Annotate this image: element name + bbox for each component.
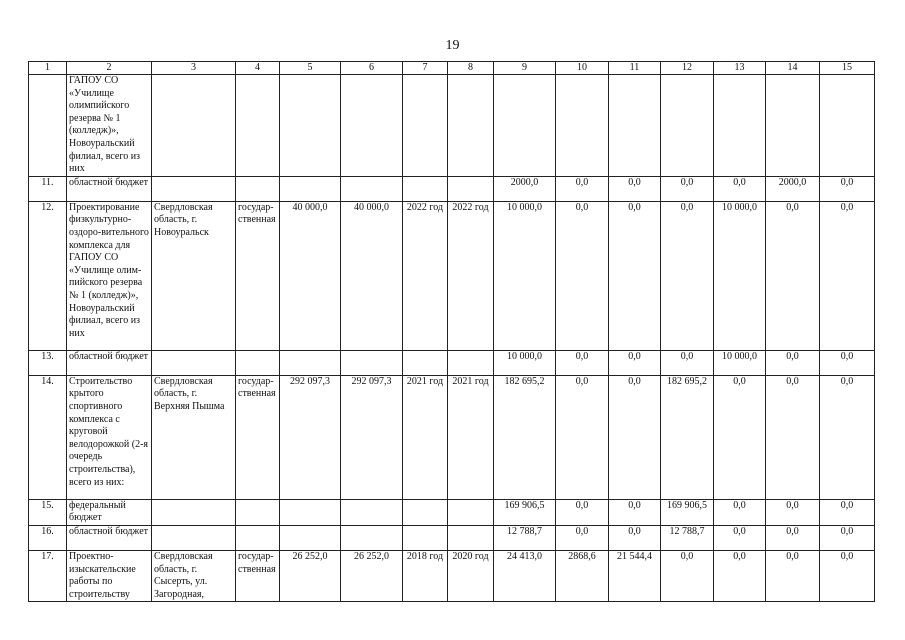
funding-2023-cell: 0,0 [820,375,875,499]
funding-2020-cell [661,75,714,177]
location-cell [152,350,236,375]
funding-2022-cell: 0,0 [766,525,820,550]
cost-remaining-cell [341,176,403,201]
funding-2021-cell: 10 000,0 [714,350,766,375]
funding-2023-cell: 0,0 [820,201,875,350]
column-header: 15 [820,62,875,75]
column-header: 11 [609,62,661,75]
start-year-cell: 2018 год [403,550,448,601]
table-row [29,350,875,375]
start-year-cell [403,499,448,525]
item-name-cell: Строительство крытого спортивного комплекса с круговой велодорожкой (2-я очередь строительства), всего из них: [67,375,152,499]
column-header: 4 [236,62,280,75]
funding-2021-cell: 0,0 [714,499,766,525]
funding-2020-cell: 0,0 [661,550,714,601]
column-header: 1 [29,62,67,75]
end-year-cell [448,350,494,375]
location-cell: Свердловская область, г. Верхняя Пышма [152,375,236,499]
item-name-cell: Проектирование физкультурно-оздоро-вительного комплекса для ГАПОУ СО «Училище олим-пийского резерва № 1 (колледж)», Новоуральский филиал, всего из них [67,201,152,350]
ownership-cell: государ-ственная [236,550,280,601]
funding-2021-cell [714,75,766,177]
funding-2018-cell: 0,0 [556,525,609,550]
column-header: 14 [766,62,820,75]
cost-total-cell [280,176,341,201]
cost-remaining-cell: 40 000,0 [341,201,403,350]
funding-2021-cell: 0,0 [714,375,766,499]
item-name-cell: ГАПОУ СО «Училище олимпийского резерва № 1 (колледж)», Новоуральский филиал, всего из них [67,75,152,177]
funding-2023-cell: 0,0 [820,176,875,201]
location-cell [152,525,236,550]
funding-2023-cell: 0,0 [820,550,875,601]
start-year-cell [403,75,448,177]
column-header: 12 [661,62,714,75]
item-name-cell: федеральный бюджет [67,499,152,525]
end-year-cell [448,75,494,177]
funding-2019-cell: 0,0 [609,350,661,375]
funding-2018-cell: 0,0 [556,375,609,499]
column-header: 9 [494,62,556,75]
column-header: 7 [403,62,448,75]
cost-total-cell [280,75,341,177]
start-year-cell [403,176,448,201]
total-funding-cell [494,75,556,177]
funding-2020-cell: 0,0 [661,176,714,201]
funding-2018-cell: 0,0 [556,350,609,375]
funding-2019-cell: 0,0 [609,499,661,525]
location-cell: Свердловская область, г. Новоуральск [152,201,236,350]
cost-remaining-cell: 26 252,0 [341,550,403,601]
row-number-cell: 13. [29,350,67,375]
total-funding-cell: 12 788,7 [494,525,556,550]
start-year-cell [403,525,448,550]
row-number-cell: 14. [29,375,67,499]
item-name-cell: Проектно-изыскательские работы по строительству [67,550,152,601]
funding-2022-cell: 0,0 [766,375,820,499]
cost-total-cell: 40 000,0 [280,201,341,350]
funding-2020-cell: 12 788,7 [661,525,714,550]
total-funding-cell: 2000,0 [494,176,556,201]
funding-2021-cell: 0,0 [714,176,766,201]
total-funding-cell: 182 695,2 [494,375,556,499]
cost-total-cell: 26 252,0 [280,550,341,601]
cost-remaining-cell: 292 097,3 [341,375,403,499]
column-header: 10 [556,62,609,75]
table-body [29,75,875,602]
ownership-cell [236,525,280,550]
funding-2022-cell [766,75,820,177]
funding-2022-cell: 0,0 [766,350,820,375]
page-number: 19 [445,38,460,53]
row-number-cell: 17. [29,550,67,601]
column-header: 3 [152,62,236,75]
ownership-cell [236,176,280,201]
funding-2018-cell: 0,0 [556,499,609,525]
ownership-cell: государ-ственная [236,375,280,499]
funding-2020-cell: 182 695,2 [661,375,714,499]
table-row [29,525,875,550]
column-header: 8 [448,62,494,75]
end-year-cell: 2020 год [448,550,494,601]
budget-table [28,61,875,602]
row-number-cell: 16. [29,525,67,550]
funding-2018-cell: 2868,6 [556,550,609,601]
cost-remaining-cell [341,525,403,550]
table-row [29,75,875,177]
funding-2018-cell: 0,0 [556,176,609,201]
column-header: 5 [280,62,341,75]
funding-2021-cell: 10 000,0 [714,201,766,350]
funding-2023-cell: 0,0 [820,525,875,550]
cost-total-cell [280,499,341,525]
funding-2021-cell: 0,0 [714,525,766,550]
location-cell [152,75,236,177]
cost-total-cell [280,350,341,375]
cost-total-cell: 292 097,3 [280,375,341,499]
total-funding-cell: 10 000,0 [494,201,556,350]
funding-2020-cell: 0,0 [661,201,714,350]
item-name-cell: областной бюджет [67,525,152,550]
funding-2018-cell [556,75,609,177]
item-name-cell: областной бюджет [67,176,152,201]
funding-2019-cell: 0,0 [609,525,661,550]
funding-2020-cell: 169 906,5 [661,499,714,525]
funding-2022-cell: 0,0 [766,201,820,350]
funding-2023-cell [820,75,875,177]
start-year-cell: 2021 год [403,375,448,499]
start-year-cell [403,350,448,375]
funding-2022-cell: 0,0 [766,550,820,601]
table-row [29,550,875,601]
location-cell: Свердловская область, г. Сысерть, ул. Загородная, [152,550,236,601]
total-funding-cell: 169 906,5 [494,499,556,525]
ownership-cell: государ-ственная [236,201,280,350]
end-year-cell: 2021 год [448,375,494,499]
row-number-cell [29,75,67,177]
row-number-cell: 12. [29,201,67,350]
funding-2023-cell: 0,0 [820,350,875,375]
location-cell [152,176,236,201]
ownership-cell [236,499,280,525]
column-header: 2 [67,62,152,75]
cost-remaining-cell [341,499,403,525]
total-funding-cell: 24 413,0 [494,550,556,601]
cost-remaining-cell [341,75,403,177]
funding-2021-cell: 0,0 [714,550,766,601]
end-year-cell [448,525,494,550]
row-number-cell: 11. [29,176,67,201]
table-row [29,499,875,525]
row-number-cell: 15. [29,499,67,525]
location-cell [152,499,236,525]
total-funding-cell: 10 000,0 [494,350,556,375]
end-year-cell: 2022 год [448,201,494,350]
ownership-cell [236,75,280,177]
funding-2018-cell: 0,0 [556,201,609,350]
start-year-cell: 2022 год [403,201,448,350]
funding-2019-cell [609,75,661,177]
funding-2019-cell: 0,0 [609,176,661,201]
funding-2022-cell: 0,0 [766,499,820,525]
table-row [29,176,875,201]
cost-remaining-cell [341,350,403,375]
table-row [29,201,875,350]
end-year-cell [448,176,494,201]
funding-2023-cell: 0,0 [820,499,875,525]
column-header: 6 [341,62,403,75]
item-name-cell: областной бюджет [67,350,152,375]
funding-2022-cell: 2000,0 [766,176,820,201]
end-year-cell [448,499,494,525]
cost-total-cell [280,525,341,550]
funding-2020-cell: 0,0 [661,350,714,375]
ownership-cell [236,350,280,375]
funding-2019-cell: 0,0 [609,375,661,499]
header-row [29,62,875,75]
funding-2019-cell: 0,0 [609,201,661,350]
funding-2019-cell: 21 544,4 [609,550,661,601]
table-row [29,375,875,499]
column-header: 13 [714,62,766,75]
